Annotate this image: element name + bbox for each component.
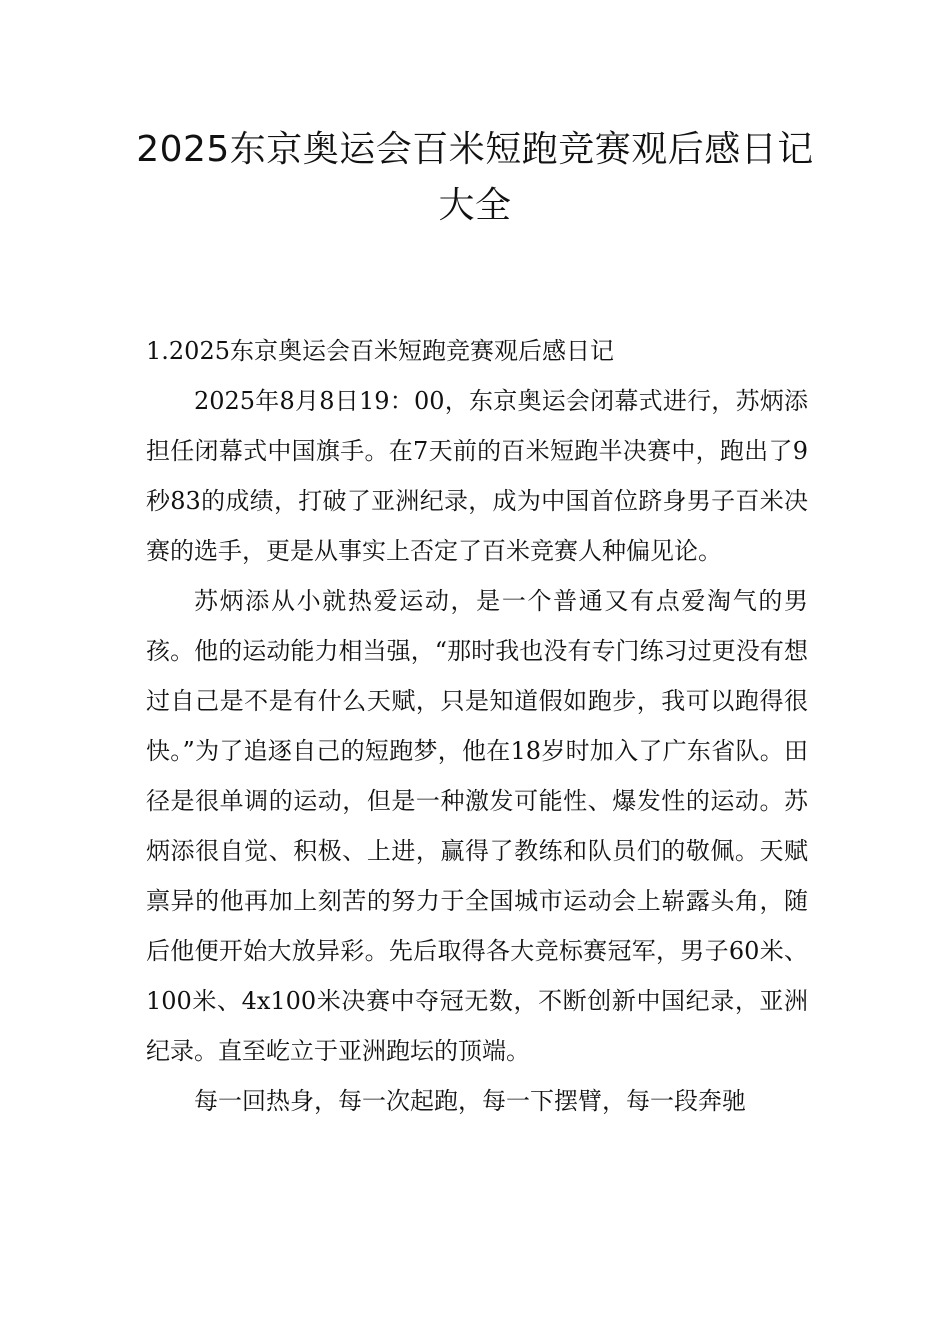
- title-line-2: 大全: [438, 185, 512, 226]
- document-body: [146, 326, 808, 1126]
- document-title: [100, 122, 850, 234]
- section-heading: 1.2025东京奥运会百米短跑竞赛观后感日记: [146, 337, 614, 365]
- title-line-1: 2025东京奥运会百米短跑竞赛观后感日记: [136, 129, 814, 170]
- paragraph-2: 苏炳添从小就热爱运动，是一个普通又有点爱淘气的男孩。他的运动能力相当强，“那时我也没有专门练习过更没有想过自己是不是有什么天赋，只是知道假如跑步，我可以跑得很快。”为了追逐自己的短跑梦，他在18岁时加入了广东省队。田径是很单调的运动，但是一种激发可能性、爆发性的运动。苏炳添很自觉、积极、上进，赢得了教练和队员们的敬佩。天赋禀异的他再加上刻苦的努力于全国城市运动会上崭露头角，随后他便开始大放异彩。先后取得各大竞标赛冠军，男子60米、100米、4x100米决赛中夺冠无数，不断创新中国纪录，亚洲纪录。直至屹立于亚洲跑坛的顶端。: [146, 587, 808, 1065]
- paragraph-1: 2025年8月8日19：00，东京奥运会闭幕式进行，苏炳添担任闭幕式中国旗手。在7天前的百米短跑半决赛中，跑出了9秒83的成绩，打破了亚洲纪录，成为中国首位跻身男子百米决赛的选手，更是从事实上否定了百米竞赛人种偏见论。: [146, 387, 808, 565]
- paragraph-3: 每一回热身，每一次起跑，每一下摆臂，每一段奔驰: [194, 1087, 746, 1115]
